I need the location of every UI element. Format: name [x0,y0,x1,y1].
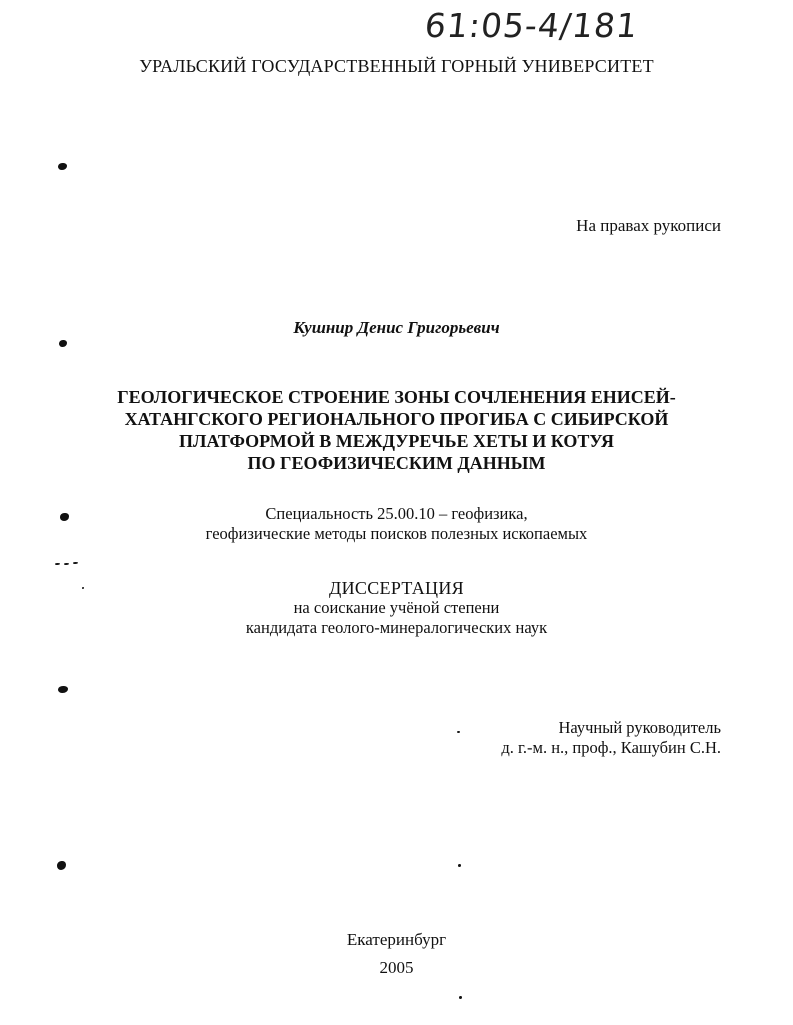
title-line: ХАТАНГСКОГО РЕГИОНАЛЬНОГО ПРОГИБА С СИБИРСКОЙ [124,409,669,429]
dissertation-block [0,578,793,638]
supervisor-block [501,718,721,758]
dissertation-line: на соискание учёной степени [293,598,500,617]
scan-speck [457,731,460,733]
scan-speck [458,864,461,867]
handwritten-archive-code: 61:05-4/181 [422,6,641,45]
rights-note: На правах рукописи [576,216,721,235]
scan-speck [58,686,68,693]
dissertation-heading: ДИССЕРТАЦИЯ [329,578,464,598]
title-line: ПЛАТФОРМОЙ В МЕЖДУРЕЧЬЕ ХЕТЫ И КОТУЯ [179,431,614,451]
author-name: Кушнир Денис Григорьевич [293,318,500,337]
scan-speck [57,861,66,870]
thesis-title [0,386,793,474]
specialty-block [0,504,793,544]
publication-place [0,926,793,982]
specialty-line: геофизические методы поисков полезных ископаемых [205,524,588,543]
supervisor-label: Научный руководитель [558,718,721,737]
publication-year: 2005 [379,958,414,977]
scan-speck [58,163,67,170]
scan-speck [64,563,69,565]
supervisor-name: д. г.-м. н., проф., Кашубин С.Н. [501,738,721,757]
scan-speck [59,340,67,347]
city-name: Екатеринбург [346,930,447,949]
scan-speck [73,562,78,564]
university-name: УРАЛЬСКИЙ ГОСУДАРСТВЕННЫЙ ГОРНЫЙ УНИВЕРСИТЕТ [139,56,654,76]
dissertation-line: кандидата геолого-минералогических наук [245,618,548,637]
title-line: ГЕОЛОГИЧЕСКОЕ СТРОЕНИЕ ЗОНЫ СОЧЛЕНЕНИЯ ЕНИСЕЙ- [117,387,676,407]
scan-speck [55,563,60,565]
specialty-line: Специальность 25.00.10 – геофизика, [265,504,528,523]
scan-speck [459,996,462,999]
title-line: ПО ГЕОФИЗИЧЕСКИМ ДАННЫМ [247,453,546,473]
